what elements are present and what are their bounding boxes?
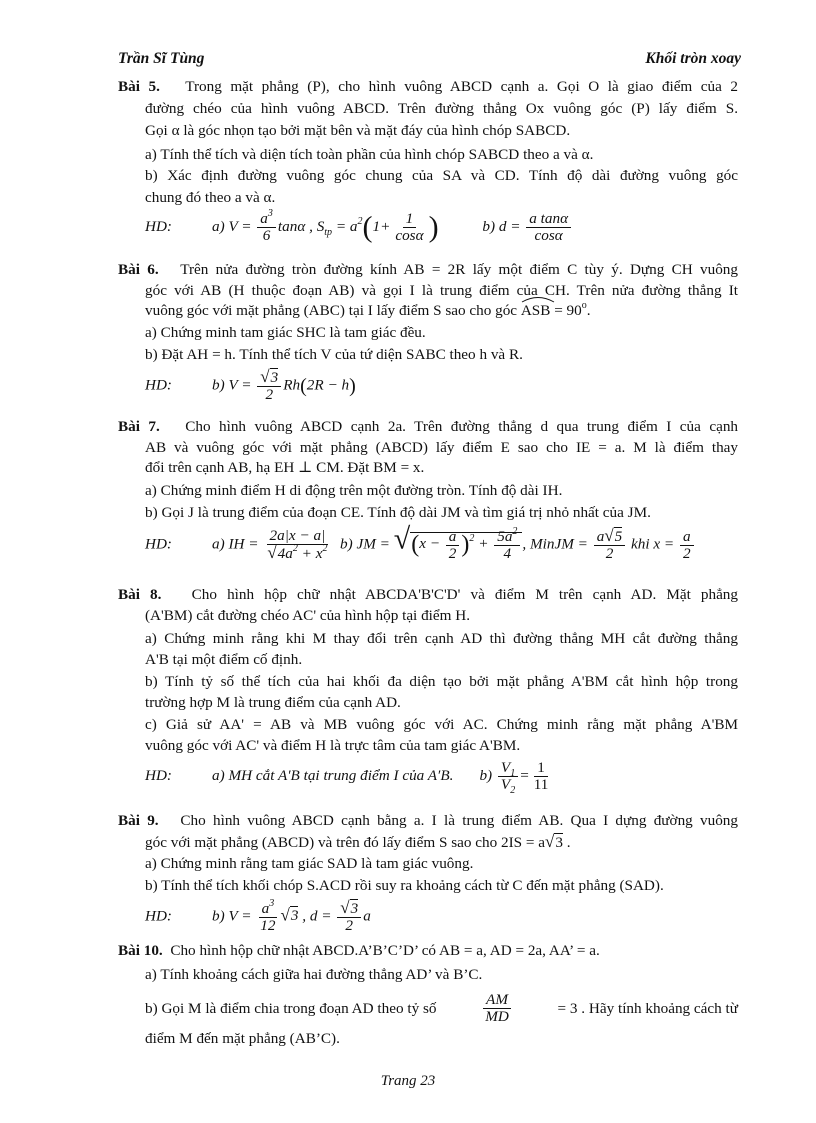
b7-line1: Bài 7. Cho hình vuông ABCD cạnh 2a. Trên đường thẳng d qua trung điểm I của cạnh <box>118 418 739 435</box>
problem-label: Bài 9. <box>118 812 159 829</box>
b8-line4: A'B tại một điểm cố định. <box>145 651 303 668</box>
b7-line3: đổi trên cạnh AB, hạ EH ⊥ CM. Đặt BM = x. <box>145 459 425 476</box>
b8-hint: HD: a) MH cắt A′B tại trung điểm I của A′B. b) $\frac{V_1}{V_2}$ = $\frac{1}{11}$ <box>145 759 549 797</box>
b7-line4: a) Chứng minh điểm H di động trên một đường tròn. Tính độ dài IH. <box>145 482 563 499</box>
b5-line1: Bài 5. Trong mặt phẳng (P), cho hình vuông ABCD cạnh a. Gọi O là giao điểm của 2 <box>118 78 738 95</box>
b6-hint: HD: b) V = $\frac{√3}{2}$ Rh(2R − h) <box>145 367 356 403</box>
b8-line5: b) Tính tỷ số thể tích của hai khối đa diện tạo bởi mặt phẳng A'BM cắt hình hộp trong <box>145 673 738 690</box>
problem-label: Bài 10. <box>118 942 163 959</box>
b7-line5: b) Gọi J là trung điểm của đoạn CE. Tính độ dài JM và tìm giá trị nhỏ nhất của JM. <box>145 504 651 521</box>
b8-line1: Bài 8. Cho hình hộp chữ nhật ABCDA'B'C'D' và điểm M trên cạnh AD. Mặt phẳng <box>118 586 738 603</box>
b9-line3: a) Chứng minh rằng tam giác SAD là tam giác vuông. <box>145 855 474 872</box>
header-topic: Khối tròn xoay <box>645 50 741 67</box>
b6-line5: b) Đặt AH = h. Tính thể tích V của tứ diện SABC theo h và R. <box>145 346 523 363</box>
b10-line2: a) Tính khoảng cách giữa hai đường thẳng AD’ và B’C. <box>145 966 483 983</box>
b6-line1: Bài 6. Trên nửa đường tròn đường kính AB = 2R lấy một điểm C tùy ý. Dựng CH vuông <box>118 261 738 278</box>
problem-label: Bài 6. <box>118 261 159 278</box>
b5-hint: HD: a) V = $\frac{a^3}{6}$ tanα , $S_{tp} = a^2(1+$ $\frac{1}{\cos\alpha}$ ) b) d = $\frac{\text{a tanα}}{\cos\alpha}$ <box>145 211 573 244</box>
b5-line2: đường chéo của hình vuông ABCD. Trên đường thẳng Ox vuông góc (P) lấy điểm S. <box>145 100 738 117</box>
problem-label: Bài 7. <box>118 418 160 435</box>
b6-line2: góc với AB (H thuộc đoạn AB) và gọi I là trung điểm của CH. Trên nửa đường thẳng It <box>145 282 738 299</box>
b9-line4: b) Tính thể tích khối chóp S.ACD rồi suy ra khoảng cách từ C đến mặt phẳng (SAD). <box>145 877 664 894</box>
b6-line4: a) Chứng minh tam giác SHC là tam giác đều. <box>145 324 426 341</box>
b8-line8: vuông góc với AC' và điểm H là trực tâm của tam giác A'BM. <box>145 737 521 754</box>
angle-arc-icon <box>521 295 555 303</box>
b8-line6: trường hợp M là trung điểm của cạnh AD. <box>145 694 401 711</box>
b5-line4: a) Tính thể tích và diện tích toàn phần của hình chóp SABCD theo a và α. <box>145 146 594 163</box>
problem-label: Bài 5. <box>118 78 160 95</box>
b8-line2: (A'BM) cắt đường chéo AC' của hình hộp tại điểm H. <box>145 607 471 624</box>
b10-line4: điểm M đến mặt phẳng (AB’C). <box>145 1030 340 1047</box>
b8-line3: a) Chứng minh rằng khi M thay đổi trên cạnh AD thì đường thẳng MH cắt đường thẳng <box>145 630 738 647</box>
b10-line1: Bài 10. Cho hình hộp chữ nhật ABCD.A’B’C’D’ có AB = a, AD = 2a, AA’ = a. <box>118 942 600 959</box>
b8-line7: c) Giả sử AA' = AB và MB vuông góc với AC. Chứng minh rằng mặt phẳng A'BM <box>145 716 738 733</box>
b10-line3: b) Gọi M là điểm chia trong đoạn AD theo tỷ số $\frac{AM}{MD}$ = 3 . Hãy tính khoảng cách từ <box>145 991 738 1025</box>
angle-asb: ASB <box>520 302 551 319</box>
b5-line5: b) Xác định đường vuông góc chung của SA và CD. Tính độ dài đường vuông góc <box>145 167 738 184</box>
b7-line2: AB và vuông góc với mặt phẳng (ABCD) lấy điểm E sao cho IE = a. M là điểm thay <box>145 439 738 456</box>
b5-line6: chung đó theo a và α. <box>145 189 276 206</box>
b7-hint: HD: a) IH = $\frac{2a|x - a|}{√4a^2 + x^2}$ b) JM = √(x − $\frac{a}{2}$ )$^2$ + $\frac{5a^2}{4}$ , MinJM = $\frac{a√5}{2}$ khi x = $\frac{a}{2}$ <box>145 528 696 562</box>
page-number: Trang 23 <box>380 1073 436 1089</box>
b5-line3: Gọi α là góc nhọn tạo bởi mặt bên và mặt đáy của hình chóp SABCD. <box>145 122 571 139</box>
b9-line1: Bài 9. Cho hình vuông ABCD cạnh bằng a. I là trung điểm AB. Qua I dựng đường vuông <box>118 812 738 829</box>
b9-hint: HD: b) V = $\frac{a^3}{12}$ √3 , d = $\frac{√3}{2}$ a <box>145 897 371 934</box>
header-author: Trần Sĩ Tùng <box>118 50 205 67</box>
b6-line3: vuông góc với mặt phẳng (ABC) tại I lấy điểm S sao cho góc ASB = $90^o$. <box>145 302 591 320</box>
b9-line2: góc với mặt phẳng (ABCD) và trên đó lấy điểm S sao cho 2IS = a√3 . <box>145 832 571 851</box>
problem-label: Bài 8. <box>118 586 162 603</box>
